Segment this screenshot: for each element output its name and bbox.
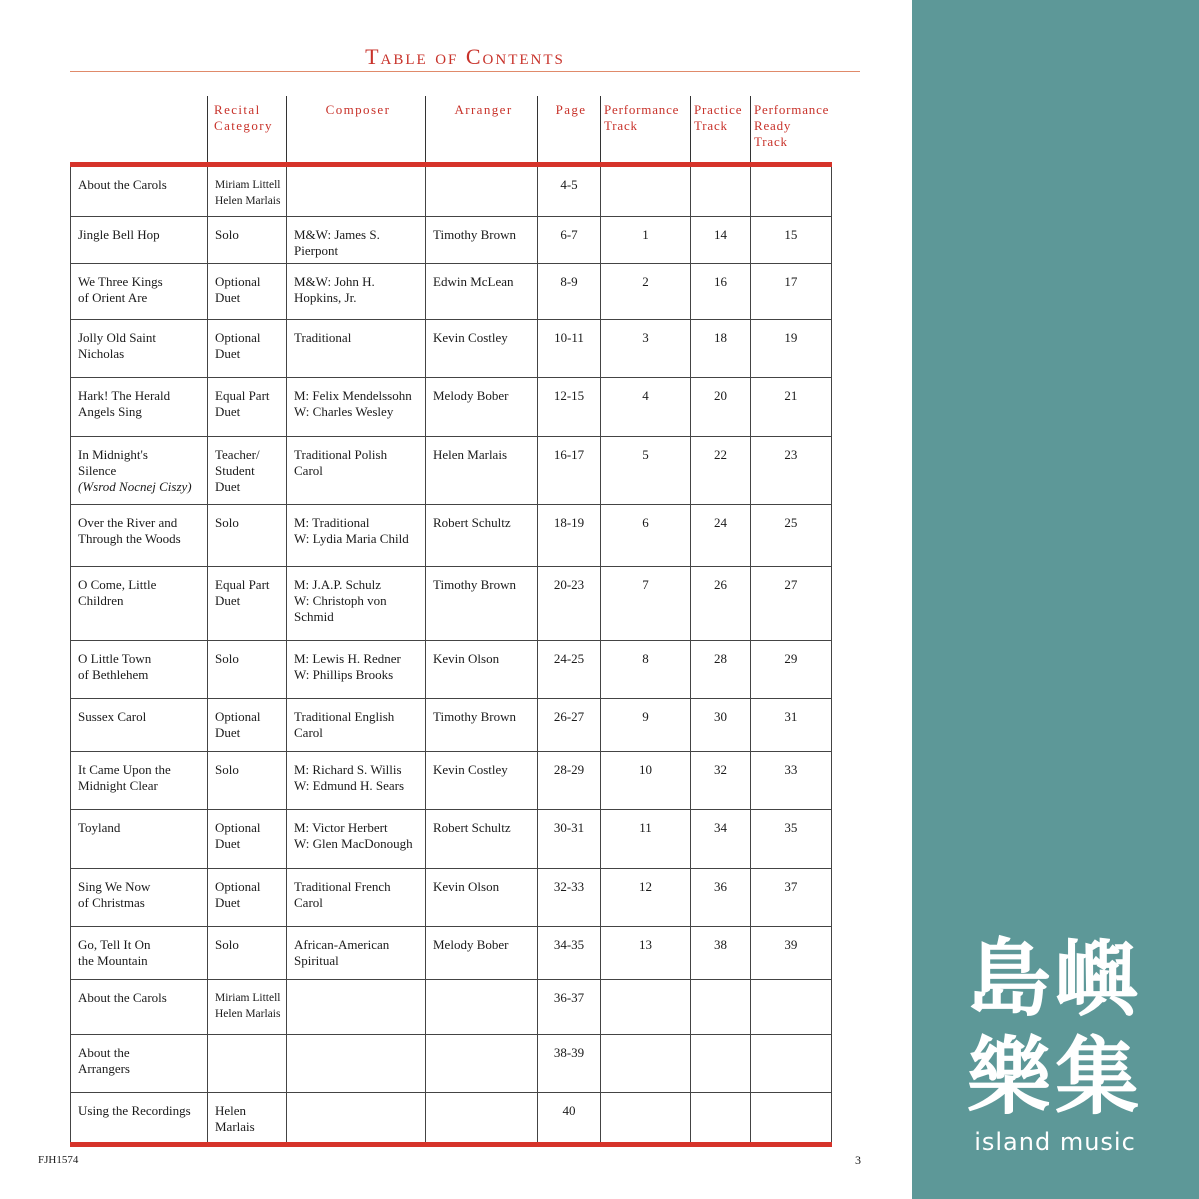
recital-category-cell	[208, 641, 287, 699]
arranger-cell	[426, 699, 538, 752]
page-cell	[538, 699, 601, 752]
arranger-cell	[426, 165, 538, 217]
ready-track-cell	[751, 699, 832, 752]
performance-track-cell	[601, 810, 691, 869]
composer-cell	[287, 641, 426, 699]
page-cell	[538, 567, 601, 641]
arranger-cell	[426, 869, 538, 927]
song-title-cell-text: Sing We Now of Christmas	[78, 879, 151, 910]
page-cell	[538, 217, 601, 264]
practice-track-cell-text: 22	[714, 447, 727, 462]
song-title-cell-text: O Little Town of Bethlehem	[78, 651, 152, 682]
composer-cell-text: M&W: James S. Pierpont	[294, 227, 380, 258]
page-cell	[538, 264, 601, 320]
page-cell-text: 32-33	[553, 879, 585, 894]
arranger-cell-text: Melody Bober	[433, 937, 509, 952]
page-cell-text: 30-31	[553, 820, 585, 835]
performance-track-cell	[601, 699, 691, 752]
arranger-cell	[426, 927, 538, 980]
performance-track-cell	[601, 641, 691, 699]
arranger-cell	[426, 641, 538, 699]
page-cell	[538, 437, 601, 505]
page-cell-text: 16-17	[553, 447, 585, 462]
performance-track-cell-text: 6	[642, 515, 649, 530]
song-title-cell	[71, 641, 208, 699]
page-cell	[538, 320, 601, 378]
practice-track-cell	[691, 567, 751, 641]
recital-category-cell-text: Optional Duet	[215, 709, 261, 740]
composer-cell	[287, 810, 426, 869]
page-cell	[538, 378, 601, 437]
practice-track-cell-text: 34	[714, 820, 727, 835]
arranger-cell	[426, 378, 538, 437]
performance-track-cell-text: 2	[642, 274, 649, 289]
practice-track-cell-text: 14	[714, 227, 727, 242]
song-title-cell	[71, 505, 208, 567]
song-title-cell-text: It Came Upon the Midnight Clear	[78, 762, 171, 793]
practice-track-cell	[691, 378, 751, 437]
performance-track-cell	[601, 1093, 691, 1145]
composer-cell	[287, 567, 426, 641]
composer-cell-text: M: Traditional W: Lydia Maria Child	[294, 515, 409, 546]
page-cell	[538, 927, 601, 980]
page-cell-text: 6-7	[560, 227, 578, 242]
table-row	[71, 810, 832, 869]
page-cell	[538, 641, 601, 699]
page-title: Table of Contents	[365, 44, 565, 69]
ready-track-cell-text: 37	[784, 879, 798, 894]
practice-track-cell-text: 38	[714, 937, 727, 952]
performance-track-cell-text: 8	[642, 651, 649, 666]
composer-cell	[287, 699, 426, 752]
ready-track-cell-text: 27	[784, 577, 798, 592]
song-title-cell-text: About the Carols	[78, 990, 167, 1005]
ready-track-cell	[751, 752, 832, 810]
practice-track-cell-text: 30	[714, 709, 727, 724]
table-row	[71, 505, 832, 567]
practice-track-cell-text: 28	[714, 651, 727, 666]
arranger-cell	[426, 1035, 538, 1093]
song-title-cell	[71, 378, 208, 437]
header-title	[71, 96, 208, 165]
song-title-cell	[71, 165, 208, 217]
table-row	[71, 217, 832, 264]
recital-category-cell	[208, 437, 287, 505]
composer-cell-text: African-American Spiritual	[294, 937, 390, 968]
song-title-cell	[71, 437, 208, 505]
practice-track-cell-text: 32	[714, 762, 727, 777]
recital-category-cell	[208, 217, 287, 264]
table-row	[71, 320, 832, 378]
page-cell	[538, 165, 601, 217]
logo-english-text: island music	[974, 1128, 1136, 1156]
arranger-cell	[426, 505, 538, 567]
composer-cell-text: Traditional	[294, 330, 352, 345]
ready-track-cell-text: 29	[784, 651, 798, 666]
ready-track-cell-text: 15	[784, 227, 798, 242]
practice-track-cell-text: 26	[714, 577, 727, 592]
composer-cell-text: M: Richard S. Willis W: Edmund H. Sears	[294, 762, 404, 793]
ready-track-cell	[751, 1035, 832, 1093]
ready-track-cell-text: 21	[784, 388, 798, 403]
recital-category-cell	[208, 927, 287, 980]
practice-track-cell	[691, 869, 751, 927]
composer-cell-text: Traditional French Carol	[294, 879, 391, 910]
recital-category-cell-text: Optional Duet	[215, 820, 261, 851]
page-number: 3	[855, 1153, 861, 1167]
product-code: FJH1574	[38, 1154, 79, 1166]
header-recital-category: Recital Category	[208, 96, 287, 165]
page-cell-text: 8-9	[560, 274, 578, 289]
table-row	[71, 641, 832, 699]
recital-category-cell-text: Teacher/ Student Duet	[215, 447, 260, 494]
composer-cell	[287, 752, 426, 810]
page-cell-text: 18-19	[553, 515, 585, 530]
page-cell-text: 24-25	[553, 651, 585, 666]
performance-track-cell-text: 7	[642, 577, 649, 592]
performance-track-cell-text: 4	[642, 388, 649, 403]
song-title-cell	[71, 320, 208, 378]
song-title-cell	[71, 752, 208, 810]
recital-category-cell-text: Equal Part Duet	[215, 388, 270, 419]
composer-cell	[287, 505, 426, 567]
performance-track-cell-text: 3	[642, 330, 649, 345]
practice-track-cell	[691, 264, 751, 320]
ready-track-cell	[751, 320, 832, 378]
ready-track-cell-text: 33	[784, 762, 798, 777]
title-rule	[70, 71, 860, 72]
recital-category-cell-text: Optional Duet	[215, 879, 261, 910]
arranger-cell	[426, 1093, 538, 1145]
ready-track-cell	[751, 378, 832, 437]
recital-category-cell	[208, 980, 287, 1035]
page-cell	[538, 1093, 601, 1145]
recital-category-cell	[208, 699, 287, 752]
practice-track-cell	[691, 927, 751, 980]
recital-category-cell	[208, 1093, 287, 1145]
performance-track-cell	[601, 217, 691, 264]
table-row	[71, 264, 832, 320]
ready-track-cell	[751, 641, 832, 699]
page-cell-text: 40	[562, 1103, 576, 1118]
recital-category-cell-text: Miriam Littell Helen Marlais	[215, 992, 281, 1020]
ready-track-cell	[751, 264, 832, 320]
table-row	[71, 869, 832, 927]
page-cell-text: 36-37	[553, 990, 585, 1005]
composer-cell	[287, 437, 426, 505]
arranger-cell	[426, 320, 538, 378]
performance-track-cell-text: 11	[639, 820, 652, 835]
performance-track-cell	[601, 320, 691, 378]
table-row	[71, 165, 832, 217]
song-title-cell-text: O Come, Little Children	[78, 577, 157, 608]
song-title-cell	[71, 810, 208, 869]
song-title-cell-text: Hark! The Herald Angels Sing	[78, 388, 171, 419]
recital-category-cell-text: Miriam Littell Helen Marlais	[215, 179, 281, 207]
practice-track-cell	[691, 1035, 751, 1093]
arranger-cell-text: Helen Marlais	[433, 447, 508, 462]
page-cell	[538, 980, 601, 1035]
performance-track-cell	[601, 505, 691, 567]
composer-cell	[287, 378, 426, 437]
recital-category-cell	[208, 810, 287, 869]
practice-track-cell	[691, 165, 751, 217]
ready-track-cell	[751, 165, 832, 217]
table-row	[71, 927, 832, 980]
song-title-cell-text: Using the Recordings	[78, 1103, 191, 1118]
page-cell-text: 12-15	[553, 388, 585, 403]
song-title-cell-text: Sussex Carol	[78, 709, 147, 724]
arranger-cell-text: Robert Schultz	[433, 515, 511, 530]
practice-track-cell-text: 20	[714, 388, 727, 403]
recital-category-cell-text: Solo	[215, 937, 239, 952]
song-title-cell	[71, 264, 208, 320]
table-row	[71, 567, 832, 641]
performance-track-cell	[601, 437, 691, 505]
recital-category-cell	[208, 752, 287, 810]
performance-track-cell-text: 13	[639, 937, 652, 952]
header-practice-track: Practice Track	[691, 96, 751, 165]
page-cell	[538, 810, 601, 869]
recital-category-cell	[208, 567, 287, 641]
ready-track-cell-text: 31	[784, 709, 798, 724]
ready-track-cell	[751, 505, 832, 567]
ready-track-cell	[751, 1093, 832, 1145]
arranger-cell-text: Kevin Olson	[433, 879, 500, 894]
page-cell-text: 26-27	[553, 709, 585, 724]
performance-track-cell	[601, 567, 691, 641]
arranger-cell	[426, 810, 538, 869]
ready-track-cell	[751, 980, 832, 1035]
ready-track-cell	[751, 869, 832, 927]
song-title-cell	[71, 1035, 208, 1093]
recital-category-cell	[208, 505, 287, 567]
ready-track-cell-text: 35	[784, 820, 798, 835]
performance-track-cell	[601, 378, 691, 437]
ready-track-cell	[751, 437, 832, 505]
recital-category-cell-text: Equal Part Duet	[215, 577, 270, 608]
table-row	[71, 437, 832, 505]
recital-category-cell-text: Optional Duet	[215, 330, 261, 361]
performance-track-cell-text: 5	[642, 447, 649, 462]
composer-cell	[287, 927, 426, 980]
composer-cell-text: M: Felix Mendelssohn W: Charles Wesley	[294, 388, 412, 419]
performance-track-cell	[601, 869, 691, 927]
practice-track-cell	[691, 217, 751, 264]
song-title-cell	[71, 567, 208, 641]
ready-track-cell-text: 23	[784, 447, 798, 462]
table-row	[71, 378, 832, 437]
page-cell	[538, 1035, 601, 1093]
song-title-cell-text: About the Carols	[78, 177, 167, 192]
song-title-cell	[71, 927, 208, 980]
practice-track-cell	[691, 699, 751, 752]
arranger-cell	[426, 437, 538, 505]
arranger-cell-text: Robert Schultz	[433, 820, 511, 835]
practice-track-cell	[691, 810, 751, 869]
song-title-cell-text: Go, Tell It On the Mountain	[78, 937, 151, 968]
arranger-cell-text: Kevin Costley	[433, 330, 508, 345]
song-subtitle: (Wsrod Nocnej Ciszy)	[78, 479, 192, 494]
performance-track-cell	[601, 980, 691, 1035]
composer-cell	[287, 869, 426, 927]
practice-track-cell	[691, 505, 751, 567]
practice-track-cell	[691, 980, 751, 1035]
header-page: Page	[538, 96, 601, 165]
performance-track-cell	[601, 264, 691, 320]
performance-track-cell	[601, 927, 691, 980]
ready-track-cell	[751, 567, 832, 641]
song-title-cell-text: Jolly Old Saint Nicholas	[78, 330, 157, 361]
arranger-cell	[426, 752, 538, 810]
recital-category-cell-text: Solo	[215, 651, 239, 666]
recital-category-cell	[208, 378, 287, 437]
practice-track-cell-text: 36	[714, 879, 727, 894]
table-row	[71, 1093, 832, 1145]
page-cell	[538, 869, 601, 927]
composer-cell-text: M&W: John H. Hopkins, Jr.	[294, 274, 375, 305]
header-row	[71, 96, 832, 165]
arranger-cell	[426, 567, 538, 641]
practice-track-cell-text: 18	[714, 330, 727, 345]
table-row	[71, 980, 832, 1035]
arranger-cell-text: Kevin Costley	[433, 762, 508, 777]
page-cell-text: 34-35	[553, 937, 585, 952]
header-composer: Composer	[287, 96, 426, 165]
composer-cell-text: M: Victor Herbert W: Glen MacDonough	[294, 820, 413, 851]
ready-track-cell-text: 25	[784, 515, 798, 530]
recital-category-cell-text: Solo	[215, 762, 239, 777]
song-title-cell-text: We Three Kings of Orient Are	[78, 274, 163, 305]
practice-track-cell-text: 16	[714, 274, 727, 289]
performance-track-cell-text: 1	[642, 227, 649, 242]
composer-cell	[287, 980, 426, 1035]
composer-cell	[287, 217, 426, 264]
song-title-cell	[71, 217, 208, 264]
page-cell-text: 20-23	[553, 577, 585, 592]
song-title-cell	[71, 1093, 208, 1145]
song-title-cell-text: About the Arrangers	[78, 1045, 130, 1076]
song-title-cell-text: Over the River and Through the Woods	[78, 515, 181, 546]
song-title-cell	[71, 699, 208, 752]
table-row	[71, 1035, 832, 1093]
song-title-cell	[71, 980, 208, 1035]
practice-track-cell	[691, 641, 751, 699]
practice-track-cell	[691, 1093, 751, 1145]
header-arranger: Arranger	[426, 96, 538, 165]
table-row	[71, 699, 832, 752]
practice-track-cell	[691, 320, 751, 378]
ready-track-cell-text: 19	[784, 330, 798, 345]
practice-track-cell-text: 24	[714, 515, 727, 530]
arranger-cell-text: Timothy Brown	[433, 577, 516, 592]
arranger-cell-text: Timothy Brown	[433, 709, 516, 724]
performance-track-cell	[601, 752, 691, 810]
recital-category-cell-text: Solo	[215, 227, 239, 242]
composer-cell-text: M: J.A.P. Schulz W: Christoph von Schmid	[294, 577, 387, 624]
arranger-cell	[426, 980, 538, 1035]
performance-track-cell	[601, 1035, 691, 1093]
recital-category-cell	[208, 1035, 287, 1093]
composer-cell	[287, 264, 426, 320]
page-cell-text: 10-11	[554, 330, 584, 345]
page-cell-text: 38-39	[553, 1045, 585, 1060]
header-performance-track: Performance Track	[601, 96, 691, 165]
composer-cell-text: Traditional English Carol	[294, 709, 395, 740]
ready-track-cell-text: 17	[784, 274, 798, 289]
header-ready-track: Performance Ready Track	[751, 96, 832, 165]
performance-track-cell	[601, 165, 691, 217]
song-title-cell-text: Jingle Bell Hop	[78, 227, 160, 242]
ready-track-cell-text: 39	[784, 937, 798, 952]
song-title-cell	[71, 869, 208, 927]
song-title-cell-text: In Midnight's Silence	[78, 447, 148, 478]
page-cell-text: 28-29	[553, 762, 585, 777]
arranger-cell-text: Kevin Olson	[433, 651, 500, 666]
composer-cell	[287, 1035, 426, 1093]
arranger-cell	[426, 217, 538, 264]
performance-track-cell-text: 10	[639, 762, 652, 777]
island-music-logo	[960, 930, 1150, 1156]
page-cell	[538, 505, 601, 567]
page-cell-text: 4-5	[560, 177, 578, 192]
arranger-cell-text: Timothy Brown	[433, 227, 516, 242]
composer-cell-text: M: Lewis H. Redner W: Phillips Brooks	[294, 651, 401, 682]
arranger-cell-text: Edwin McLean	[433, 274, 514, 289]
recital-category-cell	[208, 165, 287, 217]
arranger-cell	[426, 264, 538, 320]
contents-table	[70, 96, 832, 1147]
table-row	[71, 752, 832, 810]
composer-cell-text: Traditional Polish Carol	[294, 447, 388, 478]
recital-category-cell-text: Helen Marlais	[215, 1103, 255, 1134]
recital-category-cell-text: Optional Duet	[215, 274, 261, 305]
page-cell	[538, 752, 601, 810]
composer-cell	[287, 165, 426, 217]
performance-track-cell-text: 9	[642, 709, 649, 724]
composer-cell	[287, 320, 426, 378]
ready-track-cell	[751, 810, 832, 869]
recital-category-cell	[208, 320, 287, 378]
arranger-cell-text: Melody Bober	[433, 388, 509, 403]
ready-track-cell	[751, 927, 832, 980]
recital-category-cell	[208, 869, 287, 927]
recital-category-cell	[208, 264, 287, 320]
composer-cell	[287, 1093, 426, 1145]
song-title-cell-text: Toyland	[78, 820, 121, 835]
ready-track-cell	[751, 217, 832, 264]
practice-track-cell	[691, 437, 751, 505]
logo-chinese-text: 島嶼樂集	[966, 930, 1143, 1126]
practice-track-cell	[691, 752, 751, 810]
performance-track-cell-text: 12	[639, 879, 652, 894]
recital-category-cell-text: Solo	[215, 515, 239, 530]
